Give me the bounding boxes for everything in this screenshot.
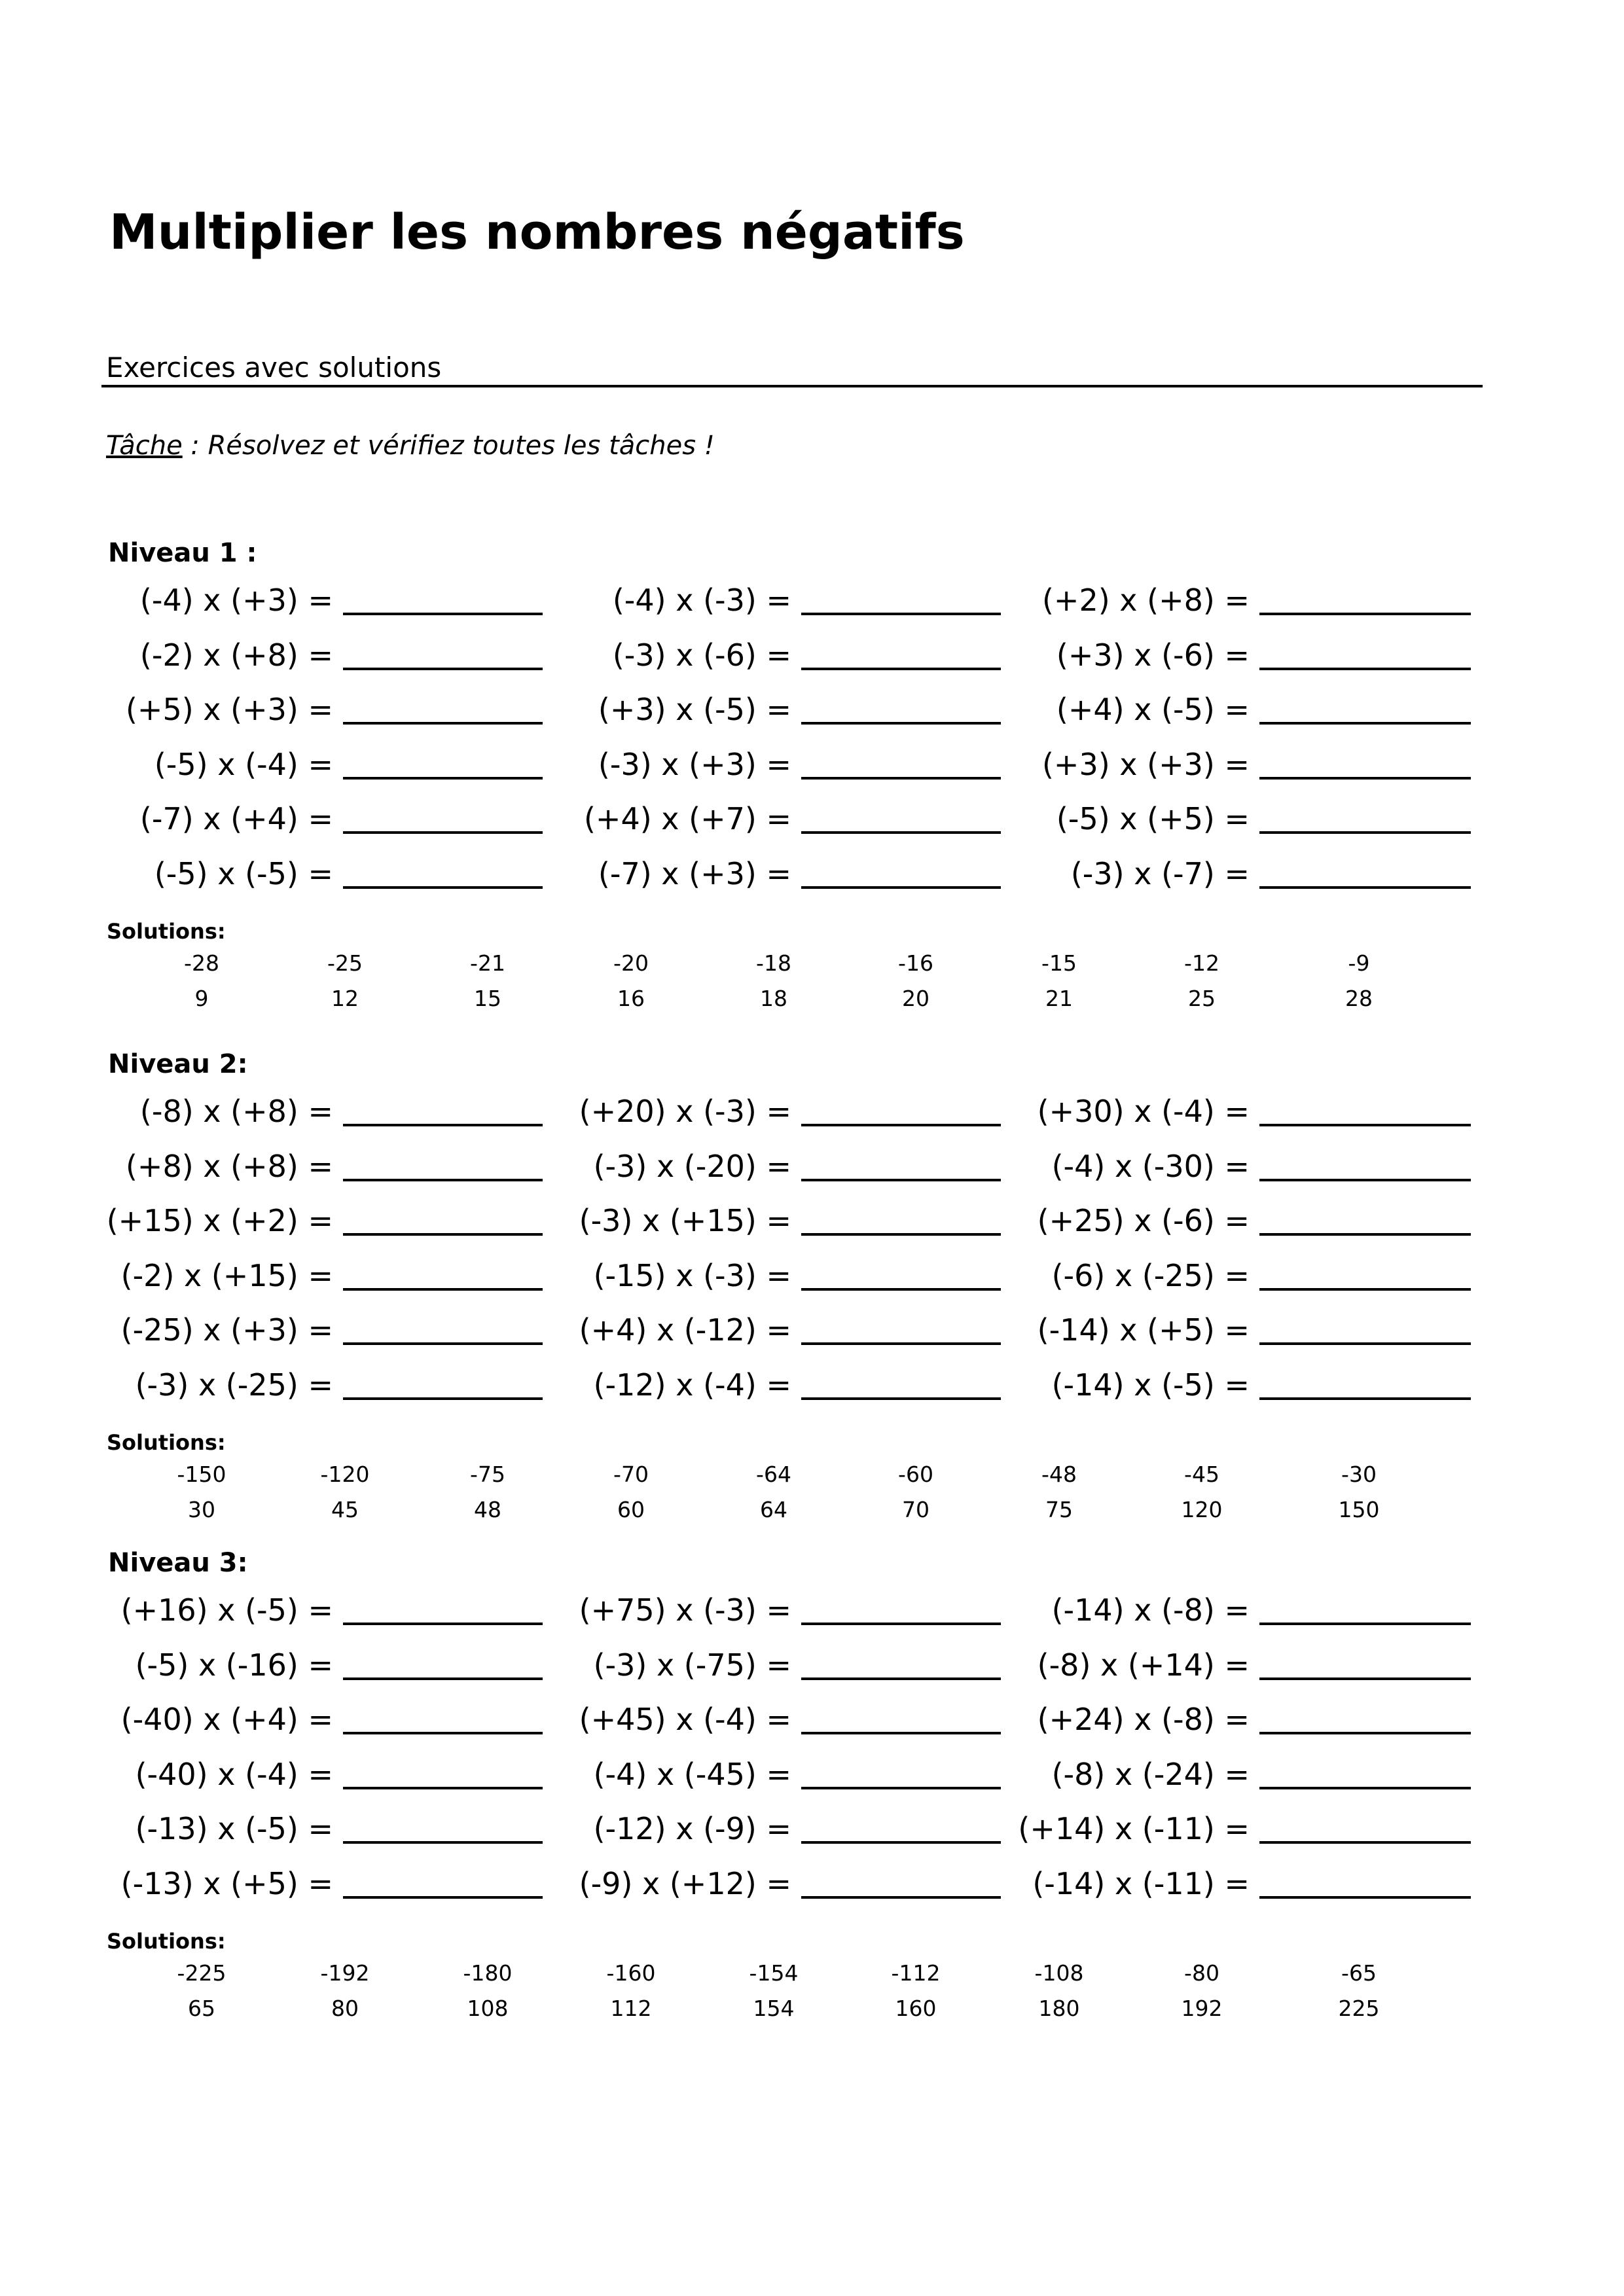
problem-expression: (-3) x (-7) = <box>1070 855 1250 891</box>
problem-expression: (+16) x (-5) = <box>120 1592 333 1628</box>
problem-expression: (+8) x (+8) = <box>125 1148 333 1184</box>
problem-expression: (-3) x (-75) = <box>593 1647 791 1683</box>
answer-line[interactable] <box>343 1257 543 1291</box>
problem-expression: (+45) x (-4) = <box>579 1702 791 1737</box>
solution-value: 12 <box>331 986 359 1011</box>
answer-line[interactable] <box>343 1147 543 1181</box>
problem <box>520 1734 1001 1792</box>
solution-value: 160 <box>895 1996 937 2021</box>
level-heading: Niveau 1 : <box>108 538 257 568</box>
solution-value: 65 <box>188 1996 215 2021</box>
answer-line[interactable] <box>343 1755 543 1789</box>
problem-expression: (-40) x (-4) = <box>135 1756 333 1792</box>
problem <box>62 834 543 889</box>
answer-line[interactable] <box>801 745 1001 780</box>
problem-expression: (-9) x (+12) = <box>579 1865 791 1901</box>
answer-line[interactable] <box>343 691 543 725</box>
problem-expression: (-2) x (+15) = <box>120 1257 333 1293</box>
problem-expression: (-12) x (-9) = <box>593 1811 791 1846</box>
solutions-label: Solutions: <box>107 1929 226 1954</box>
solution-value: -15 <box>1041 950 1077 976</box>
problem-row <box>0 1126 1624 1184</box>
problem <box>520 834 1001 889</box>
problem-expression: (+5) x (+3) = <box>125 692 333 727</box>
solution-value: 150 <box>1338 1497 1380 1522</box>
problem <box>520 725 1001 780</box>
problem-expression: (-5) x (-4) = <box>154 746 333 782</box>
problem <box>62 1236 543 1291</box>
solution-value: 21 <box>1045 986 1073 1011</box>
solution-value: 25 <box>1188 986 1216 1011</box>
answer-line[interactable] <box>801 1366 1001 1400</box>
solution-value: 45 <box>331 1497 359 1522</box>
answer-line[interactable] <box>1259 1147 1471 1181</box>
solution-value: 112 <box>610 1996 652 2021</box>
solutions-label: Solutions: <box>107 1430 226 1455</box>
problem <box>62 1126 543 1184</box>
answer-line[interactable] <box>343 1700 543 1734</box>
problem-expression: (-25) x (+3) = <box>120 1312 333 1348</box>
answer-line[interactable] <box>1259 581 1471 615</box>
answer-line[interactable] <box>1259 800 1471 834</box>
problem <box>979 725 1471 780</box>
problem-row <box>0 1181 1624 1236</box>
answer-line[interactable] <box>801 1147 1001 1181</box>
solution-value: 75 <box>1045 1497 1073 1522</box>
problem-expression: (-15) x (-3) = <box>593 1257 791 1293</box>
problem-expression: (+15) x (+2) = <box>106 1203 333 1238</box>
problem-row <box>0 725 1624 780</box>
subtitle-divider <box>101 385 1483 387</box>
answer-line[interactable] <box>343 1202 543 1236</box>
problem-expression: (-4) x (-3) = <box>612 583 791 618</box>
problem-expression: (-3) x (+15) = <box>579 1203 791 1238</box>
answer-line[interactable] <box>801 800 1001 834</box>
problem-expression: (+4) x (+7) = <box>583 801 791 836</box>
solution-value: -18 <box>756 950 791 976</box>
problem <box>62 1625 543 1683</box>
problem <box>62 1734 543 1792</box>
problem-expression: (-8) x (+14) = <box>1037 1647 1250 1683</box>
problem <box>979 560 1471 618</box>
answer-line[interactable] <box>801 1646 1001 1680</box>
answer-line[interactable] <box>343 855 543 889</box>
solution-value: -12 <box>1184 950 1219 976</box>
problem <box>520 1345 1001 1403</box>
answer-line[interactable] <box>1259 1202 1471 1236</box>
answer-line[interactable] <box>343 1646 543 1680</box>
solution-value: -64 <box>756 1462 791 1487</box>
solution-value: -154 <box>749 1960 799 1986</box>
solution-value: 60 <box>617 1497 645 1522</box>
answer-line[interactable] <box>1259 1092 1471 1126</box>
answer-line[interactable] <box>343 1810 543 1844</box>
problem-expression: (-4) x (-45) = <box>593 1756 791 1792</box>
solution-value: 70 <box>902 1497 929 1522</box>
problem <box>979 1290 1471 1348</box>
problem <box>979 1789 1471 1844</box>
problem <box>520 1236 1001 1291</box>
problem-expression: (-5) x (+5) = <box>1056 801 1250 836</box>
answer-line[interactable] <box>801 1700 1001 1734</box>
answer-line[interactable] <box>801 636 1001 670</box>
problem-row <box>0 1789 1624 1844</box>
problem <box>979 779 1471 834</box>
problem <box>520 1625 1001 1683</box>
solution-value: -20 <box>613 950 649 976</box>
problem <box>979 1844 1471 1899</box>
problem <box>520 1181 1001 1236</box>
problem <box>520 560 1001 618</box>
problem-expression: (+3) x (+3) = <box>1041 746 1250 782</box>
problem <box>520 1679 1001 1737</box>
answer-line[interactable] <box>801 581 1001 615</box>
solutions-label: Solutions: <box>107 919 226 944</box>
problem-expression: (-2) x (+8) = <box>139 637 333 673</box>
level-heading: Niveau 2: <box>108 1049 248 1079</box>
answer-line[interactable] <box>343 1311 543 1345</box>
problem-row <box>0 1844 1624 1899</box>
solution-value: -120 <box>320 1462 370 1487</box>
problem-row <box>0 1345 1624 1403</box>
solution-value: 30 <box>188 1497 215 1522</box>
answer-line[interactable] <box>1259 1366 1471 1400</box>
answer-line[interactable] <box>343 636 543 670</box>
problem-expression: (+75) x (-3) = <box>579 1592 791 1628</box>
problem <box>520 1290 1001 1348</box>
problem-row <box>0 1570 1624 1628</box>
solution-value: -192 <box>320 1960 370 1986</box>
problem-expression: (-3) x (-6) = <box>612 637 791 673</box>
problem-row <box>0 834 1624 889</box>
answer-line[interactable] <box>343 1591 543 1625</box>
answer-line[interactable] <box>801 1311 1001 1345</box>
solution-value: 64 <box>760 1497 787 1522</box>
answer-line[interactable] <box>801 1755 1001 1789</box>
problem <box>62 560 543 618</box>
problem-row <box>0 779 1624 834</box>
problem <box>979 1570 1471 1628</box>
answer-line[interactable] <box>801 1092 1001 1126</box>
solution-value: -25 <box>327 950 363 976</box>
solution-value: -48 <box>1041 1462 1077 1487</box>
task-text: : Résolvez et vérifiez toutes les tâches ! <box>182 431 715 461</box>
problem-row <box>0 670 1624 725</box>
problem-expression: (-6) x (-25) = <box>1051 1257 1250 1293</box>
problem <box>979 615 1471 673</box>
problem <box>62 1570 543 1628</box>
answer-line[interactable] <box>343 1865 543 1899</box>
problem <box>979 834 1471 889</box>
problem-expression: (-3) x (+3) = <box>598 746 791 782</box>
solution-value: 192 <box>1181 1996 1223 2021</box>
problem-expression: (+2) x (+8) = <box>1041 583 1250 618</box>
problem-row <box>0 1236 1624 1291</box>
subtitle: Exercices avec solutions <box>106 351 442 384</box>
problem-expression: (-8) x (+8) = <box>139 1094 333 1129</box>
answer-line[interactable] <box>343 581 543 615</box>
answer-line[interactable] <box>801 1591 1001 1625</box>
problem-expression: (-40) x (+4) = <box>120 1702 333 1737</box>
solution-value: 120 <box>1181 1497 1223 1522</box>
answer-line[interactable] <box>343 745 543 780</box>
problem <box>520 670 1001 725</box>
solution-value: -160 <box>606 1960 656 1986</box>
problem <box>62 1181 543 1236</box>
problem <box>520 779 1001 834</box>
problem-expression: (-13) x (-5) = <box>135 1811 333 1846</box>
answer-line[interactable] <box>343 800 543 834</box>
problem <box>520 1789 1001 1844</box>
solution-value: 18 <box>760 986 787 1011</box>
problem-row <box>0 560 1624 618</box>
answer-line[interactable] <box>1259 1755 1471 1789</box>
answer-line[interactable] <box>1259 745 1471 780</box>
problem-expression: (-4) x (+3) = <box>139 583 333 618</box>
problem-expression: (-14) x (+5) = <box>1037 1312 1250 1348</box>
problem <box>62 670 543 725</box>
answer-line[interactable] <box>801 1257 1001 1291</box>
problem-expression: (+14) x (-11) = <box>1018 1811 1250 1846</box>
problem-expression: (+20) x (-3) = <box>579 1094 791 1129</box>
problem-expression: (+25) x (-6) = <box>1037 1203 1250 1238</box>
solution-value: -75 <box>470 1462 505 1487</box>
problem <box>520 1071 1001 1129</box>
problem <box>979 670 1471 725</box>
answer-line[interactable] <box>801 1810 1001 1844</box>
solution-value: -16 <box>898 950 933 976</box>
problem-expression: (-3) x (-25) = <box>135 1367 333 1403</box>
problem <box>979 1625 1471 1683</box>
problem <box>62 615 543 673</box>
problem-row <box>0 1679 1624 1737</box>
solution-value: -150 <box>177 1462 226 1487</box>
task-instruction <box>106 431 715 461</box>
answer-line[interactable] <box>1259 691 1471 725</box>
problem-row <box>0 615 1624 673</box>
problem-expression: (-5) x (-16) = <box>135 1647 333 1683</box>
problem-expression: (-14) x (-11) = <box>1032 1865 1250 1901</box>
task-label: Tâche <box>106 431 183 461</box>
problem-row <box>0 1290 1624 1348</box>
solution-value: 225 <box>1338 1996 1380 2021</box>
answer-line[interactable] <box>1259 1810 1471 1844</box>
problem <box>520 1570 1001 1628</box>
level-heading: Niveau 3: <box>108 1548 248 1578</box>
solution-value: 48 <box>474 1497 501 1522</box>
solution-value: 80 <box>331 1996 359 2021</box>
problem <box>520 1126 1001 1184</box>
problem-expression: (+3) x (-5) = <box>598 692 791 727</box>
problem-expression: (+24) x (-8) = <box>1037 1702 1250 1737</box>
problem-expression: (+30) x (-4) = <box>1037 1094 1250 1129</box>
problem-expression: (+4) x (-12) = <box>579 1312 791 1348</box>
problem-expression: (-12) x (-4) = <box>593 1367 791 1403</box>
problem-expression: (-13) x (+5) = <box>120 1865 333 1901</box>
answer-line[interactable] <box>343 1092 543 1126</box>
problem-expression: (-5) x (-5) = <box>154 855 333 891</box>
solution-value: -180 <box>463 1960 513 1986</box>
solution-value: 154 <box>753 1996 795 2021</box>
problem <box>979 1734 1471 1792</box>
solution-value: -30 <box>1341 1462 1377 1487</box>
answer-line[interactable] <box>1259 1311 1471 1345</box>
answer-line[interactable] <box>1259 1865 1471 1899</box>
problem <box>979 1181 1471 1236</box>
solution-value: -60 <box>898 1462 933 1487</box>
problem-expression: (+3) x (-6) = <box>1056 637 1250 673</box>
answer-line[interactable] <box>1259 855 1471 889</box>
solution-value: 15 <box>474 986 501 1011</box>
solution-value: 180 <box>1038 1996 1080 2021</box>
answer-line[interactable] <box>801 691 1001 725</box>
problem-row <box>0 1734 1624 1792</box>
page-title: Multiplier les nombres négatifs <box>109 204 965 260</box>
problem-expression: (-3) x (-20) = <box>593 1148 791 1184</box>
solution-value: -108 <box>1034 1960 1084 1986</box>
solution-value: 28 <box>1345 986 1373 1011</box>
problem-expression: (-14) x (-8) = <box>1051 1592 1250 1628</box>
problem-row <box>0 1071 1624 1129</box>
problem-expression: (-8) x (-24) = <box>1051 1756 1250 1792</box>
problem-expression: (-4) x (-30) = <box>1051 1148 1250 1184</box>
solution-value: -112 <box>891 1960 941 1986</box>
problem <box>520 615 1001 673</box>
problem-expression: (-7) x (+3) = <box>598 855 791 891</box>
problem <box>979 1236 1471 1291</box>
problem-expression: (-7) x (+4) = <box>139 801 333 836</box>
solution-value: -80 <box>1184 1960 1219 1986</box>
solution-value: -21 <box>470 950 505 976</box>
problem <box>62 1789 543 1844</box>
problem <box>62 1844 543 1899</box>
answer-line[interactable] <box>801 1202 1001 1236</box>
answer-line[interactable] <box>1259 1646 1471 1680</box>
solution-value: -70 <box>613 1462 649 1487</box>
problem <box>62 1290 543 1348</box>
solution-value: -9 <box>1348 950 1370 976</box>
answer-line[interactable] <box>1259 1700 1471 1734</box>
solution-value: 108 <box>467 1996 509 2021</box>
problem <box>979 1679 1471 1737</box>
answer-line[interactable] <box>343 1366 543 1400</box>
solution-value: -65 <box>1341 1960 1377 1986</box>
problem <box>520 1844 1001 1899</box>
answer-line[interactable] <box>801 855 1001 889</box>
answer-line[interactable] <box>1259 1257 1471 1291</box>
problem <box>62 725 543 780</box>
problem-row <box>0 1625 1624 1683</box>
answer-line[interactable] <box>1259 1591 1471 1625</box>
problem <box>62 1071 543 1129</box>
problem-expression: (-14) x (-5) = <box>1051 1367 1250 1403</box>
problem <box>979 1126 1471 1184</box>
problem <box>979 1345 1471 1403</box>
problem <box>62 779 543 834</box>
solution-value: -28 <box>184 950 219 976</box>
solution-value: -225 <box>177 1960 226 1986</box>
problem <box>62 1679 543 1737</box>
answer-line[interactable] <box>801 1865 1001 1899</box>
solution-value: 9 <box>194 986 209 1011</box>
answer-line[interactable] <box>1259 636 1471 670</box>
solution-value: 20 <box>902 986 929 1011</box>
problem-expression: (+4) x (-5) = <box>1056 692 1250 727</box>
problem <box>979 1071 1471 1129</box>
solution-value: 16 <box>617 986 645 1011</box>
problem <box>62 1345 543 1403</box>
solution-value: -45 <box>1184 1462 1219 1487</box>
